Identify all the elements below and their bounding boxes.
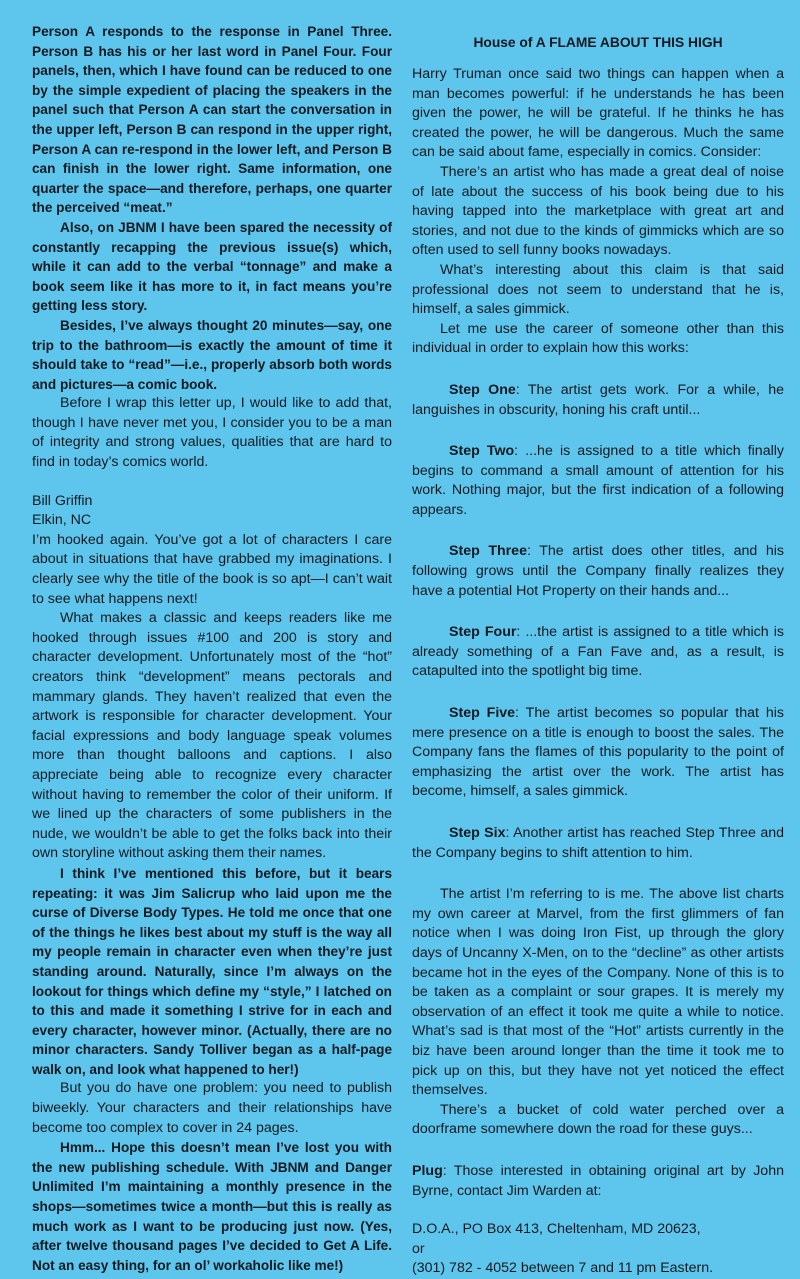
step-item: Step One: The artist gets work. For a while, he languishes in obscurity, honing his craft until... bbox=[412, 381, 784, 418]
editorial-paragraph: The artist I’m referring to is me. The above list charts my own career at Marvel, from the first glimmers of fan notice when I was doing Iron Fist, up through the glory days of Uncanny X-Men, on to the “decline” as other artists became hot in the eyes of the Company. None of this is to be taken as a complaint or sour grapes. It is merely my observation of an effect it took me quite a while to notice. What’s sad is that most of the “Hot” artists currently in the biz have been around longer than the time it took me to pick up on this, but they have not yet noticed the effect themselves. bbox=[412, 886, 784, 1099]
letter-author-location: Elkin, NC bbox=[32, 512, 92, 529]
step-label: Step One bbox=[449, 381, 516, 398]
editorial-heading bbox=[412, 35, 784, 50]
letter-paragraph: I’m hooked again. You’ve got a lot of characters I care about in situations that have grabbed my imaginations. I clearly see why the title of the book is so apt—I can’t wait to see what happens next! bbox=[32, 531, 392, 607]
step-item: Step Five: The artist becomes so popular that his mere presence on a title is enough to boost the sales. The Company fans the flames of this popularity to the point of emphasizing the artist over the work. The artist has become, himself, a sales gimmick. bbox=[412, 705, 784, 800]
editorial-paragraph: Let me use the career of someone other than this individual in order to explain how this works: bbox=[412, 320, 784, 357]
editorial-column bbox=[412, 22, 784, 1279]
plug-address: D.O.A., PO Box 413, Cheltenham, MD 20623, bbox=[412, 1221, 701, 1238]
step-item: Step Three: The artist does other titles, and his following grows until the Company finally realizes they have a potential Hot Property on their hands and... bbox=[412, 543, 784, 599]
step-text: The artist does other titles, and his following grows until the Company finally realizes they have a potential Hot Property on their hands and... bbox=[412, 543, 784, 599]
step-text: The artist gets work. For a while, he languishes in obscurity, honing his craft until... bbox=[412, 381, 784, 418]
reply-paragraph: Also, on JBNM I have been spared the necessity of constantly recapping the previous issue(s) which, while it can add to the verbal “tonnage” and make a book seem like it has more to it, in fact means you’re getting less story. bbox=[32, 219, 392, 314]
reply-paragraph: Person A responds to the response in Panel Three. Person B has his or her last word in Panel Four. Four panels, then, which I have found can be reduced to one by the simple expedient of placing the speakers in the panel such that Person A can start the conversation in the upper left, Person B can respond in the upper right, Person A can re-respond in the lower left, and Person B can finish in the lower right. Same information, one quarter the space—and therefore, perhaps, one quarter the perceived “meat.” bbox=[32, 24, 392, 216]
step-item: Step Four: ...the artist is assigned to a title which is already something of a Fan Fave and, as a result, is catapulted into the spotlight big time. bbox=[412, 624, 784, 680]
plug-label: Plug bbox=[412, 1162, 443, 1179]
step-text: The artist becomes so popular that his mere presence on a title is enough to boost the sales. The Company fans the flames of this popularity to the point of emphasizing the artist over the work. The artist has become, himself, a sales gimmick. bbox=[412, 705, 784, 800]
step-label: Step Four bbox=[449, 624, 517, 641]
editorial-paragraph: Harry Truman once said two things can happen when a man becomes powerful: if he understands he has been given the power, he will be grateful. If he thinks he has created the power, he will be dangerous. Much the same can be said about fame, especially in comics. Consider: bbox=[412, 66, 784, 161]
step-item: Step Two: ...he is assigned to a title which finally begins to command a small amount of attention for his work. Nothing major, but the first indication of a following appears. bbox=[412, 443, 784, 518]
step-text: Another artist has reached Step Three and the Company begins to shift attention to him. bbox=[412, 825, 784, 861]
letter-paragraph: Before I wrap this letter up, I would like to add that, though I have never met you, I consider you to be a man of integrity and strong values, qualities that are hard to find in today’s comics world. bbox=[32, 395, 392, 471]
plug-or: or bbox=[412, 1240, 425, 1257]
step-label: Step Five bbox=[449, 705, 516, 722]
plug-text: Those interested in obtaining original art by John Byrne, contact Jim Warden at: bbox=[412, 1162, 784, 1199]
editorial-paragraph: What’s interesting about this claim is that said professional does not seem to understand that he is, himself, a sales gimmick. bbox=[412, 261, 784, 318]
step-label: Step Six bbox=[449, 825, 506, 841]
heading-title: A FLAME ABOUT THIS HIGH bbox=[535, 35, 723, 50]
editorial-paragraph: There’s a bucket of cold water perched over a doorframe somewhere down the road for these guys... bbox=[412, 1101, 784, 1138]
heading-prefix: House of bbox=[473, 35, 536, 50]
letters-column bbox=[32, 22, 392, 1275]
plug-phone: (301) 782 - 4052 between 7 and 11 pm Eastern. bbox=[412, 1260, 714, 1277]
reply-paragraph: I think I’ve mentioned this before, but it bears repeating: it was Jim Salicrup who laid upon me the curse of Diverse Body Types. He told me once that one of the things he likes best about my stuff is the way all my people remain in character even when they’re just standing around. Naturally, since I’m always on the lookout for things which define my “style,” I latched on to this and made it something I strive for in each and every character, however minor. (Actually, there are no minor characters. Sandy Tolliver began as a half-page walk on, and look what happened to her!) bbox=[32, 865, 392, 1077]
step-item: Step Six: Another artist has reached Step Three and the Company begins to shift attention to him. bbox=[412, 825, 784, 861]
letter-paragraph: What makes a classic and keeps readers like me hooked through issues #100 and 200 is story and character development. Unfortunately most of the “hot” creators think “development” means pectorals and mammary glands. They haven’t realized that even the artwork is responsible for character development. Your facial expressions and body language speak volumes more than thought balloons and captions. I also appreciate being able to recognize every character without having to remember the color of their uniform. If we lined up the characters of some publishers in the nude, we wouldn’t be able to get the folks back into their own storyline without asking them their names. bbox=[32, 610, 392, 862]
reply-paragraph: Hmm... Hope this doesn’t mean I’ve lost you with the new publishing schedule. With JBNM and Danger Unlimited I’m maintaining a monthly presence in the shops—sometimes twice a month—but this is really as much work as I want to be producing just now. (Yes, after twelve thousand pages I’ve decided to Get A Life. Not an easy thing, for an ol’ workaholic like me!) bbox=[32, 1140, 392, 1273]
letter-paragraph: But you do have one problem: you need to publish biweekly. Your characters and their relationships have become too complex to cover in 24 pages. bbox=[32, 1080, 392, 1136]
step-label: Step Two bbox=[449, 443, 515, 460]
step-text: ...he is assigned to a title which finally begins to command a small amount of attention for his work. Nothing major, but the first indication of a following appears. bbox=[412, 443, 784, 518]
step-text: ...the artist is assigned to a title which is already something of a Fan Fave and, as a result, is catapulted into the spotlight big time. bbox=[412, 624, 784, 680]
letter-author-name: Bill Griffin bbox=[32, 492, 93, 509]
reply-paragraph: Besides, I’ve always thought 20 minutes—say, one trip to the bathroom—is exactly the amount of time it should take to “read”—i.e., properly absorb both words and pictures—a comic book. bbox=[32, 317, 392, 392]
step-label: Step Three bbox=[449, 543, 527, 560]
plug-paragraph: Plug: Those interested in obtaining original art by John Byrne, contact Jim Warden at: bbox=[412, 1162, 784, 1199]
editorial-paragraph: There’s an artist who has made a great deal of noise of late about the success of his book being due to his having tapped into the marketplace with great art and stories, and not due to the kinds of gimmicks which are so often used to sell funny books nowadays. bbox=[412, 163, 784, 259]
